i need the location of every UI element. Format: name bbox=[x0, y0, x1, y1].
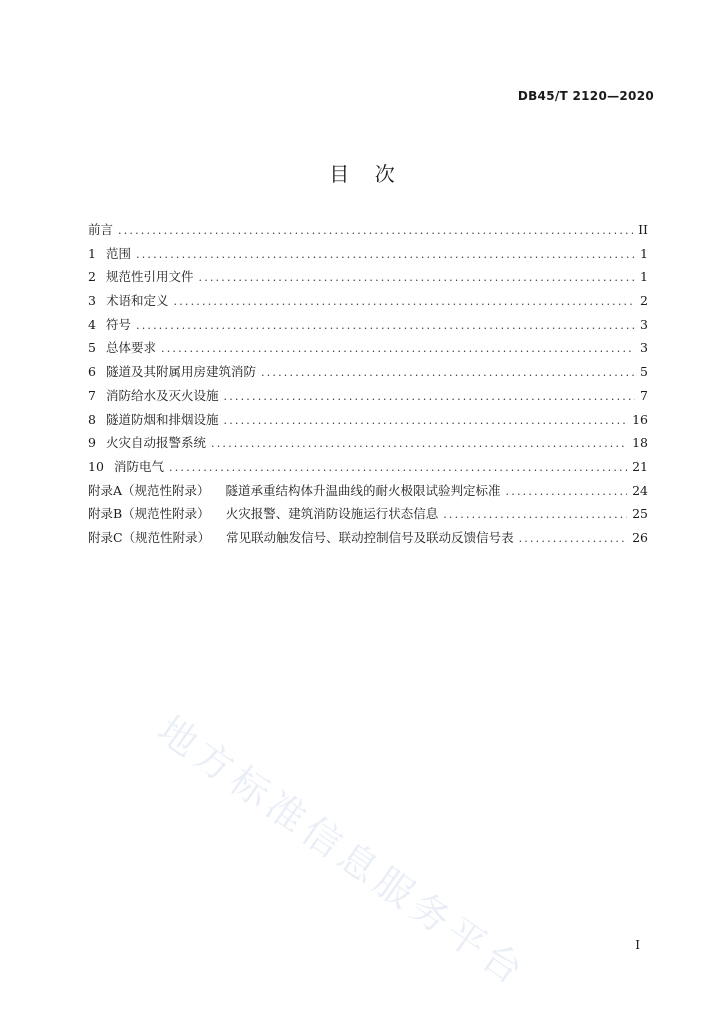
toc-entry-1[interactable] bbox=[88, 242, 648, 266]
toc-entry-page: 26 bbox=[632, 529, 648, 545]
toc-entry-page: 24 bbox=[632, 482, 648, 498]
toc-entry-label: 火灾自动报警系统 bbox=[106, 435, 207, 451]
toc-entry-appendix-a[interactable] bbox=[88, 479, 648, 503]
toc-leader-dots bbox=[136, 314, 635, 338]
toc-entry-3[interactable] bbox=[88, 289, 648, 313]
toc-entry-label: 隧道及其附属用房建筑消防 bbox=[106, 364, 257, 380]
toc-entry-appendix-c[interactable] bbox=[88, 526, 648, 550]
toc-entry-4[interactable] bbox=[88, 313, 648, 337]
toc-entry-number: 5 bbox=[88, 340, 96, 356]
toc-entry-label: 符号 bbox=[106, 316, 132, 332]
toc-entry-label: 消防电气 bbox=[114, 458, 165, 474]
document-code: DB45/T 2120—2020 bbox=[517, 89, 654, 103]
toc-entry-9[interactable] bbox=[88, 431, 648, 455]
toc-entry-page: 25 bbox=[632, 506, 648, 522]
toc-entry-number: 2 bbox=[88, 269, 96, 285]
toc-entry-page: 1 bbox=[640, 245, 648, 261]
toc-entry-page: II bbox=[638, 222, 648, 237]
toc-entry-2[interactable] bbox=[88, 265, 648, 289]
toc-leader-dots bbox=[161, 337, 635, 361]
toc-leader-dots bbox=[519, 527, 628, 551]
toc-list bbox=[88, 218, 648, 550]
toc-entry-foreword[interactable] bbox=[88, 218, 648, 242]
toc-entry-label: 术语和定义 bbox=[106, 293, 169, 309]
toc-entry-label: 规范性引用文件 bbox=[106, 269, 194, 285]
toc-leader-dots bbox=[443, 503, 627, 527]
toc-leader-dots bbox=[506, 480, 628, 504]
toc-leader-dots bbox=[224, 409, 628, 433]
toc-title: 目 次 bbox=[329, 162, 395, 186]
toc-entry-number: 3 bbox=[88, 293, 96, 309]
toc-entry-page: 2 bbox=[640, 293, 648, 309]
toc-entry-number: 1 bbox=[88, 245, 96, 261]
toc-entry-page: 5 bbox=[640, 364, 648, 380]
toc-entry-number: 10 bbox=[88, 458, 104, 474]
toc-appendix-title: 火灾报警、建筑消防设施运行状态信息 bbox=[225, 506, 439, 522]
toc-entry-page: 3 bbox=[640, 340, 648, 356]
toc-entry-number: 8 bbox=[88, 411, 96, 427]
page-number: I bbox=[635, 938, 640, 952]
toc-leader-dots bbox=[169, 456, 627, 480]
toc-entry-label: 前言 bbox=[88, 222, 114, 237]
toc-appendix-title: 隧道承重结构体升温曲线的耐火极限试验判定标准 bbox=[225, 482, 501, 498]
toc-entry-8[interactable] bbox=[88, 408, 648, 432]
toc-appendix-label: 附录C（规范性附录） bbox=[88, 529, 211, 545]
toc-entry-label: 范围 bbox=[106, 245, 132, 261]
toc-leader-dots bbox=[224, 385, 636, 409]
toc-entry-page: 1 bbox=[640, 269, 648, 285]
toc-entry-label: 隧道防烟和排烟设施 bbox=[106, 411, 219, 427]
toc-leader-dots bbox=[174, 290, 636, 314]
toc-appendix-title: 常见联动触发信号、联动控制信号及联动反馈信号表 bbox=[226, 529, 514, 545]
toc-entry-appendix-b[interactable] bbox=[88, 502, 648, 526]
toc-appendix-label: 附录A（规范性附录） bbox=[88, 482, 210, 498]
toc-entry-page: 16 bbox=[632, 411, 648, 427]
toc-leader-dots bbox=[136, 243, 635, 267]
toc-entry-number: 6 bbox=[88, 364, 96, 380]
toc-leader-dots bbox=[118, 219, 633, 243]
toc-entry-6[interactable] bbox=[88, 360, 648, 384]
toc-appendix-label: 附录B（规范性附录） bbox=[88, 506, 210, 522]
toc-entry-5[interactable] bbox=[88, 336, 648, 360]
watermark: 地方标准信息服务平台 bbox=[149, 707, 536, 996]
toc-entry-number: 4 bbox=[88, 316, 96, 332]
toc-leader-dots bbox=[199, 266, 636, 290]
toc-entry-7[interactable] bbox=[88, 384, 648, 408]
toc-leader-dots bbox=[211, 432, 627, 456]
toc-entry-10[interactable] bbox=[88, 455, 648, 479]
toc-entry-page: 3 bbox=[640, 316, 648, 332]
toc-entry-label: 消防给水及灭火设施 bbox=[106, 387, 219, 403]
toc-entry-page: 18 bbox=[632, 435, 648, 451]
toc-entry-page: 7 bbox=[640, 387, 648, 403]
toc-entry-number: 9 bbox=[88, 435, 96, 451]
toc-leader-dots bbox=[261, 361, 635, 385]
toc-entry-label: 总体要求 bbox=[106, 340, 157, 356]
toc-entry-number: 7 bbox=[88, 387, 96, 403]
toc-entry-page: 21 bbox=[632, 458, 648, 474]
